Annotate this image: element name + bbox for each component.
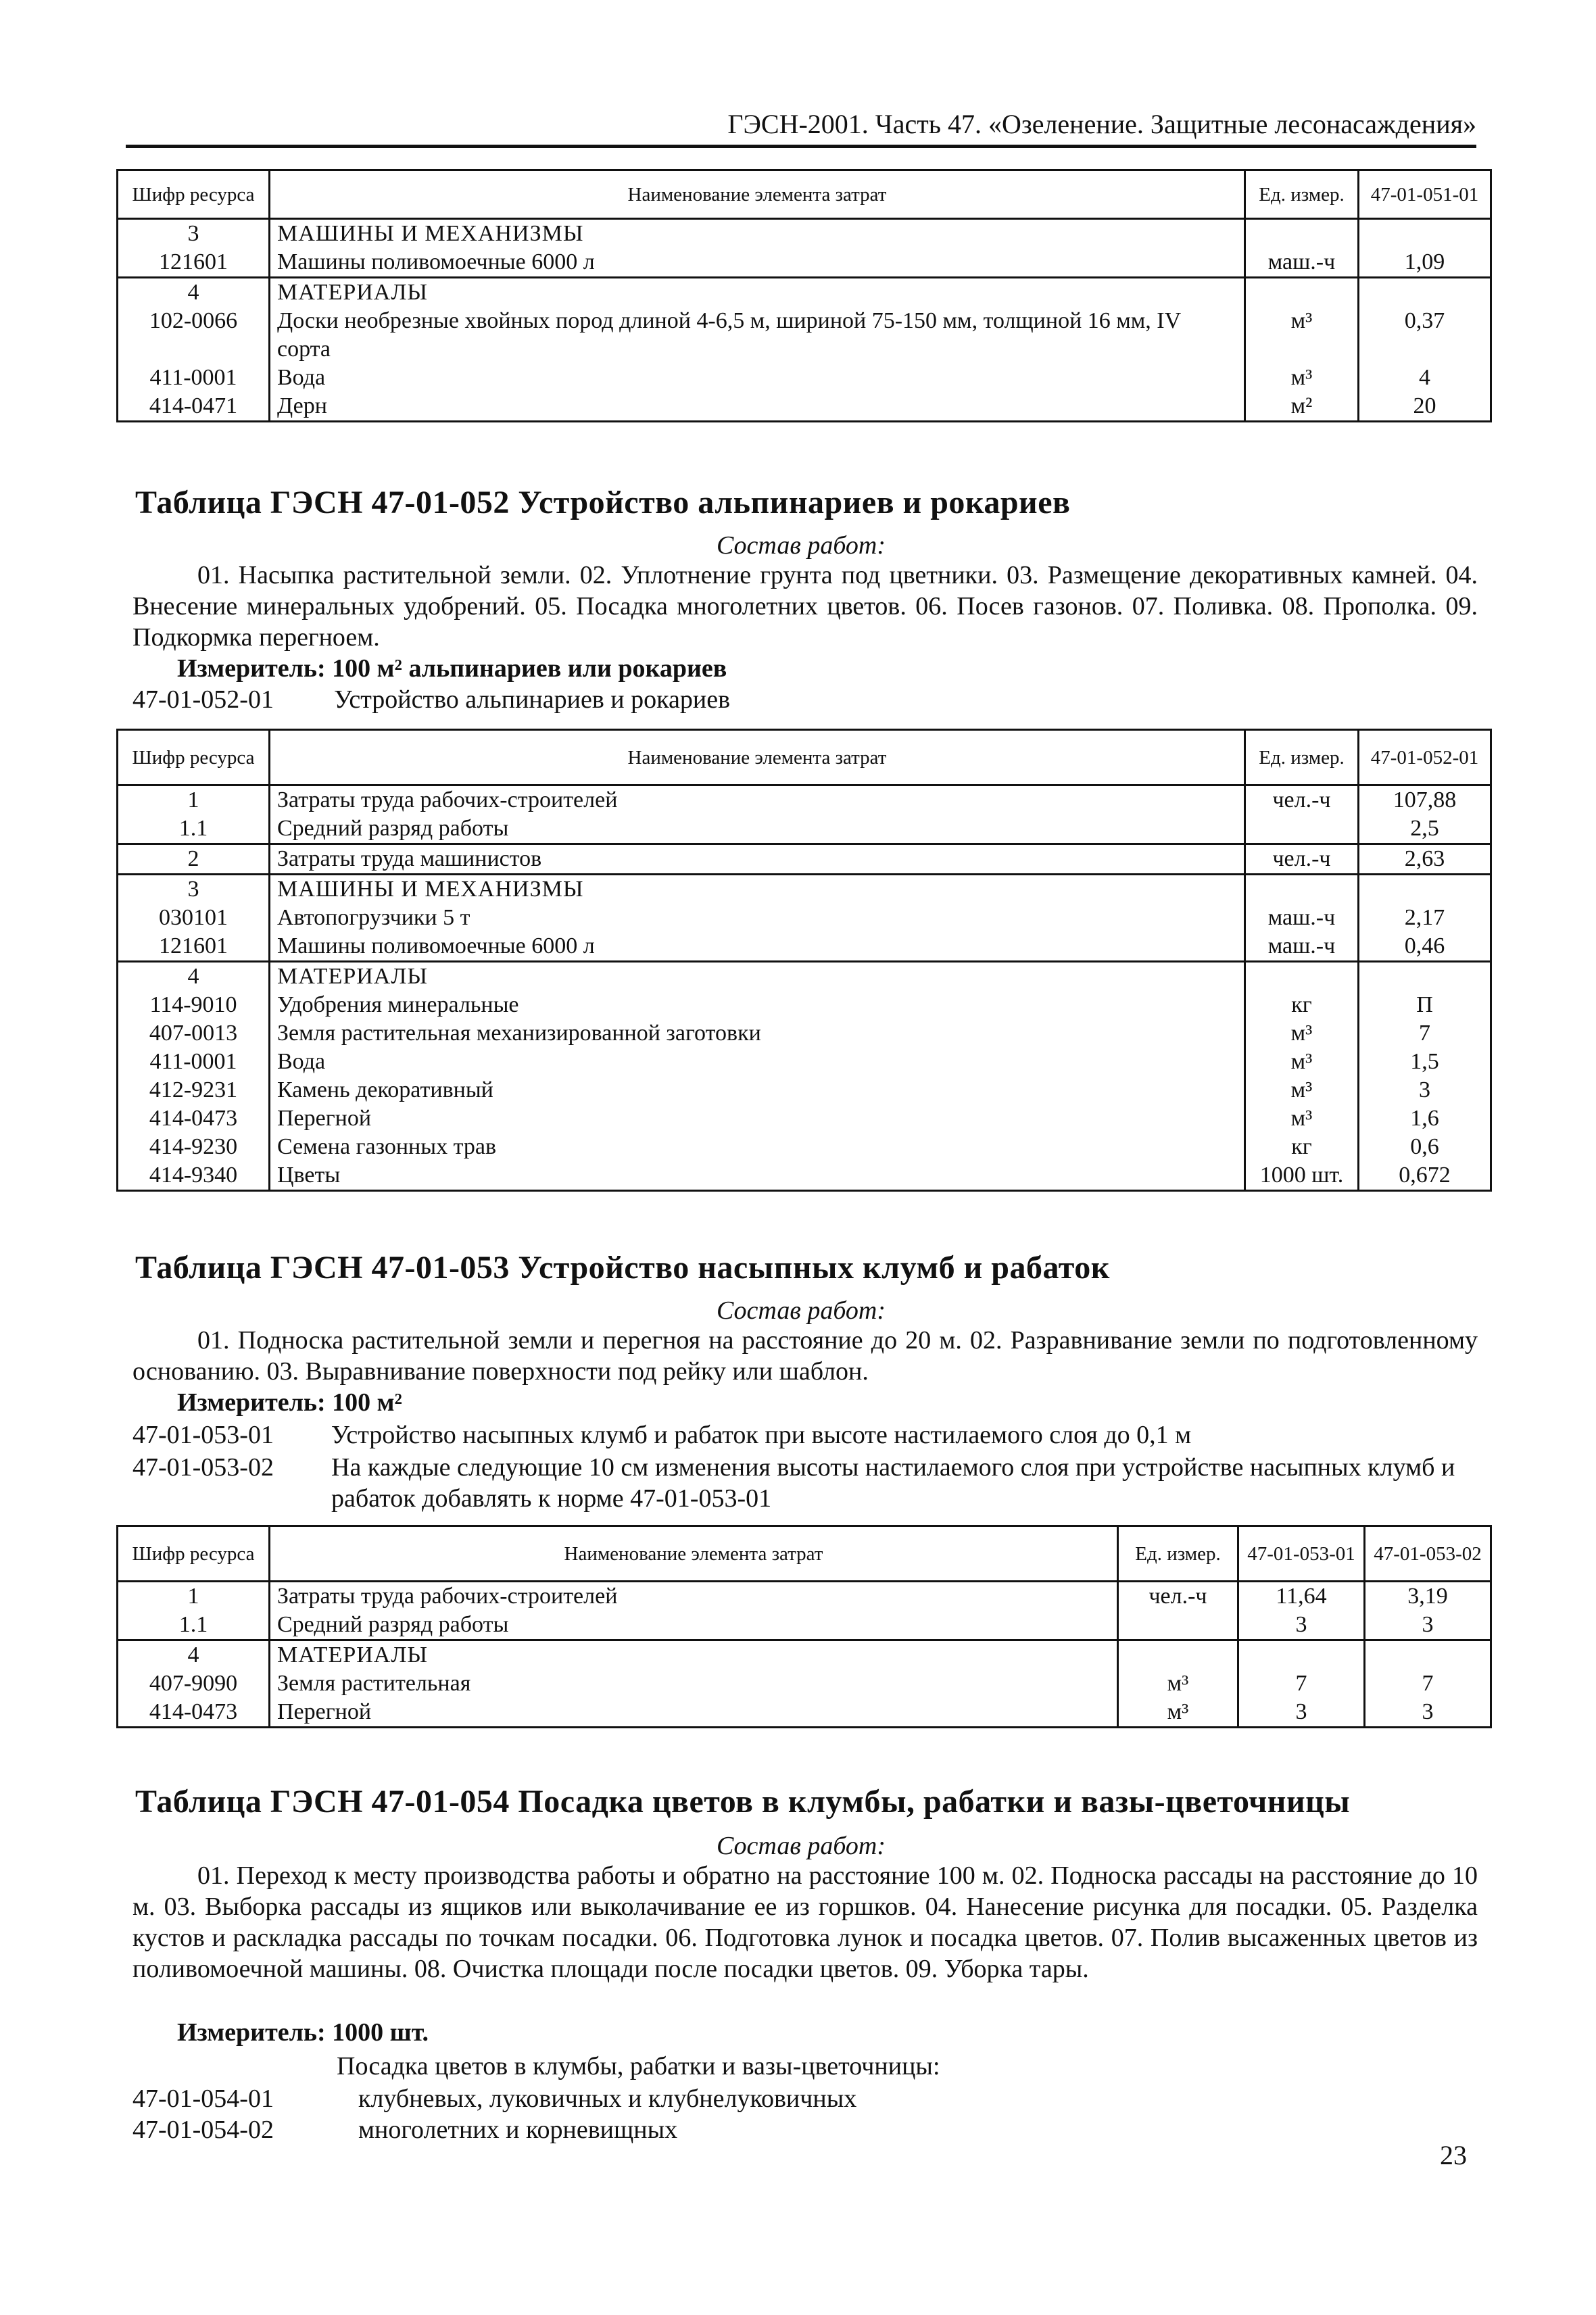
cell-code: 414-9230 — [118, 1133, 270, 1161]
cell-unit: м³ — [1118, 1698, 1238, 1728]
cell-value-2: 7 — [1365, 1670, 1491, 1698]
table-row — [118, 844, 1491, 875]
cell-code: 030101 — [118, 904, 270, 932]
table-row — [118, 1133, 1491, 1161]
col-head-code: Шифр ресурса — [118, 1526, 270, 1582]
cell-value-1: 107,88 — [1359, 785, 1491, 815]
norm-code: 47-01-054-02 — [132, 2116, 274, 2144]
cell-name: Затраты труда машинистов — [270, 844, 1245, 875]
work-composition-054: 01. Переход к месту производства работы и обратно на расстояние 100 м. 02. Подноска рассады на расстояние до 10 м. 03. Выборка рассады из ящиков или выколачивание ее из горшков. 04. Нанесение рисунка для посадки. 05. Разделка кустов и раскладка рассады по точкам посадки. 06. Подготовка лунок и посадка цветов. 07. Полив высаженных цветов из поливомоечной машины. 08. Очистка площади после посадки цветов. 09. Уборка тары. — [132, 1861, 1478, 1983]
cell-code: 3 — [118, 219, 270, 249]
table-row — [118, 1104, 1491, 1133]
cell-value-1: 0,6 — [1359, 1133, 1491, 1161]
cell-value-1: 0,46 — [1359, 932, 1491, 962]
norm-text: Устройство насыпных клумб и рабаток при высоте настилаемого слоя до 0,1 м — [331, 1421, 1192, 1449]
cell-code: 102-0066 — [118, 307, 270, 364]
table-row — [118, 1019, 1491, 1048]
cell-value-1: 11,64 — [1238, 1582, 1365, 1611]
cell-unit: кг — [1245, 991, 1359, 1019]
cell-unit — [1245, 962, 1359, 992]
running-header: ГЭСН-2001. Часть 47. «Озеленение. Защитные лесонасаждения» — [126, 108, 1476, 148]
cell-code: 4 — [118, 278, 270, 308]
table-row — [118, 1582, 1491, 1611]
cell-unit — [1245, 875, 1359, 904]
cell-value-1 — [1238, 1640, 1365, 1670]
cell-value-1: 1,09 — [1359, 248, 1491, 278]
cell-value-1: 0,672 — [1359, 1161, 1491, 1191]
col-head-unit: Ед. измер. — [1245, 170, 1359, 219]
cell-code: 121601 — [118, 248, 270, 278]
cell-name: Вода — [270, 364, 1245, 392]
table-row — [118, 1161, 1491, 1191]
cell-unit: м³ — [1245, 307, 1359, 364]
cell-value-1: 1,5 — [1359, 1048, 1491, 1076]
cell-name: Затраты труда рабочих-строителей — [270, 1582, 1118, 1611]
table-row — [118, 392, 1491, 422]
cell-unit: м³ — [1245, 1104, 1359, 1133]
col-head-code: Шифр ресурса — [118, 170, 270, 219]
table-row — [118, 1611, 1491, 1640]
col-head-norm-1: 47-01-053-01 — [1238, 1526, 1365, 1582]
cost-table-053 — [116, 1525, 1492, 1728]
cost-table-051 — [116, 169, 1492, 422]
cell-code: 414-0471 — [118, 392, 270, 422]
cell-name: Перегной — [270, 1104, 1245, 1133]
cell-name: Земля растительная механизированной заготовки — [270, 1019, 1245, 1048]
cell-code: 411-0001 — [118, 1048, 270, 1076]
cell-value-1: 3 — [1238, 1698, 1365, 1728]
cell-code: 1.1 — [118, 1611, 270, 1640]
norm-code: 47-01-053-02 — [132, 1453, 274, 1482]
cell-code: 407-9090 — [118, 1670, 270, 1698]
measure-054: Измеритель: 1000 шт. — [177, 2018, 429, 2047]
cell-code: 1 — [118, 785, 270, 815]
cell-unit: 1000 шт. — [1245, 1161, 1359, 1191]
cell-value-1: 0,37 — [1359, 307, 1491, 364]
cell-code: 407-0013 — [118, 1019, 270, 1048]
cell-code: 1.1 — [118, 814, 270, 844]
cell-name: МАШИНЫ И МЕХАНИЗМЫ — [270, 219, 1245, 249]
cell-name: Цветы — [270, 1161, 1245, 1191]
col-head-norm-2: 47-01-053-02 — [1365, 1526, 1491, 1582]
cell-name: Средний разряд работы — [270, 1611, 1118, 1640]
table-row — [118, 1640, 1491, 1670]
page-number: 23 — [1440, 2140, 1467, 2170]
cell-code: 121601 — [118, 932, 270, 962]
cost-table-052 — [116, 729, 1492, 1192]
cell-value-1 — [1359, 962, 1491, 992]
col-head-norm: 47-01-052-01 — [1359, 730, 1491, 785]
work-composition-053: 01. Подноска растительной земли и перегноя на расстояние до 20 м. 02. Разравнивание земли по подготовленному основанию. 03. Выравнивание поверхности под рейку или шаблон. — [132, 1326, 1478, 1386]
cell-name: Вода — [270, 1048, 1245, 1076]
cell-unit — [1118, 1611, 1238, 1640]
cell-value-1: 3 — [1359, 1076, 1491, 1104]
cell-code: 412-9231 — [118, 1076, 270, 1104]
cell-unit — [1245, 278, 1359, 308]
cell-name: Машины поливомоечные 6000 л — [270, 932, 1245, 962]
table-row — [118, 219, 1491, 249]
cell-unit: м³ — [1118, 1670, 1238, 1698]
cell-code: 4 — [118, 962, 270, 992]
cell-code: 414-0473 — [118, 1104, 270, 1133]
col-head-unit: Ед. измер. — [1245, 730, 1359, 785]
cell-value-2: 3 — [1365, 1611, 1491, 1640]
cell-name: МАШИНЫ И МЕХАНИЗМЫ — [270, 875, 1245, 904]
table-title-054: Таблица ГЭСН 47-01-054 Посадка цветов в клумбы, рабатки и вазы-цветочницы — [135, 1784, 1351, 1820]
col-head-name: Наименование элемента затрат — [270, 1526, 1118, 1582]
cell-value-1: 7 — [1359, 1019, 1491, 1048]
cell-value-1: 2,5 — [1359, 814, 1491, 844]
work-composition-label-053: Состав работ: — [716, 1296, 886, 1325]
table-row — [118, 1076, 1491, 1104]
table-row — [118, 904, 1491, 932]
cell-name: МАТЕРИАЛЫ — [270, 962, 1245, 992]
table-row — [118, 962, 1491, 992]
cell-code: 2 — [118, 844, 270, 875]
table-row — [118, 875, 1491, 904]
cell-unit — [1118, 1640, 1238, 1670]
table-title-053: Таблица ГЭСН 47-01-053 Устройство насыпных клумб и рабаток — [135, 1250, 1110, 1286]
measure-053: Измеритель: 100 м² — [177, 1388, 402, 1417]
col-head-code: Шифр ресурса — [118, 730, 270, 785]
table-row — [118, 991, 1491, 1019]
cell-name: Земля растительная — [270, 1670, 1118, 1698]
cell-unit: чел.-ч — [1118, 1582, 1238, 1611]
table-row — [118, 278, 1491, 308]
cell-name: Средний разряд работы — [270, 814, 1245, 844]
cell-name: Камень декоративный — [270, 1076, 1245, 1104]
col-head-unit: Ед. измер. — [1118, 1526, 1238, 1582]
cell-name: Автопогрузчики 5 т — [270, 904, 1245, 932]
cell-value-1: 4 — [1359, 364, 1491, 392]
cell-name: МАТЕРИАЛЫ — [270, 278, 1245, 308]
cell-value-1 — [1359, 219, 1491, 249]
col-head-norm: 47-01-051-01 — [1359, 170, 1491, 219]
cell-name: Машины поливомоечные 6000 л — [270, 248, 1245, 278]
table-row — [118, 364, 1491, 392]
work-composition-052: 01. Насыпка растительной земли. 02. Уплотнение грунта под цветники. 03. Размещение декоративных камней. 04. Внесение минеральных удобрений. 05. Посадка многолетних цветов. 06. Посев газонов. 07. Поливка. 08. Прополка. 09. Подкормка перегноем. — [132, 561, 1478, 652]
cell-value-1: 3 — [1238, 1611, 1365, 1640]
cell-value-1: П — [1359, 991, 1491, 1019]
cell-code: 414-9340 — [118, 1161, 270, 1191]
cell-name: Семена газонных трав — [270, 1133, 1245, 1161]
cell-value-2: 3,19 — [1365, 1582, 1491, 1611]
cell-value-1: 2,17 — [1359, 904, 1491, 932]
cell-unit: кг — [1245, 1133, 1359, 1161]
table-row — [118, 307, 1491, 364]
cell-unit: м³ — [1245, 1048, 1359, 1076]
cell-unit — [1245, 814, 1359, 844]
cell-unit: м³ — [1245, 1076, 1359, 1104]
cell-name: Дерн — [270, 392, 1245, 422]
measure-052: Измеритель: 100 м² альпинариев или рокариев — [177, 654, 727, 683]
cell-code: 411-0001 — [118, 364, 270, 392]
table-row — [118, 1698, 1491, 1728]
norm-text: Устройство альпинариев и рокариев — [334, 685, 731, 714]
cell-unit: маш.-ч — [1245, 248, 1359, 278]
cell-unit: чел.-ч — [1245, 785, 1359, 815]
table-row — [118, 1670, 1491, 1698]
cell-value-1 — [1359, 278, 1491, 308]
cell-unit: м² — [1245, 392, 1359, 422]
cell-unit: чел.-ч — [1245, 844, 1359, 875]
table-row — [118, 248, 1491, 278]
cell-value-1: 7 — [1238, 1670, 1365, 1698]
norm-text: На каждые следующие 10 см изменения высоты настилаемого слоя при устройстве насыпных клумб и рабаток добавлять к норме 47-01-053-01 — [331, 1453, 1455, 1513]
cell-unit — [1245, 219, 1359, 249]
table-title-052: Таблица ГЭСН 47-01-052 Устройство альпинариев и рокариев — [135, 485, 1071, 520]
cell-code: 3 — [118, 875, 270, 904]
cell-value-1 — [1359, 875, 1491, 904]
cell-code: 114-9010 — [118, 991, 270, 1019]
norm-text: клубневых, луковичных и клубнелуковичных — [358, 2085, 857, 2113]
norm-code: 47-01-052-01 — [132, 685, 274, 714]
cell-unit: м³ — [1245, 364, 1359, 392]
norm-code: 47-01-054-01 — [132, 2085, 274, 2113]
cell-value-2 — [1365, 1640, 1491, 1670]
table-row — [118, 785, 1491, 815]
cell-unit: маш.-ч — [1245, 932, 1359, 962]
cell-unit: м³ — [1245, 1019, 1359, 1048]
cell-value-2: 3 — [1365, 1698, 1491, 1728]
col-head-name: Наименование элемента затрат — [270, 170, 1245, 219]
work-composition-label-054: Состав работ: — [716, 1832, 886, 1860]
norm-text: многолетних и корневищных — [358, 2116, 678, 2144]
cell-value-1: 1,6 — [1359, 1104, 1491, 1133]
cell-name: МАТЕРИАЛЫ — [270, 1640, 1118, 1670]
table-row — [118, 814, 1491, 844]
table-row — [118, 1048, 1491, 1076]
cell-value-1: 20 — [1359, 392, 1491, 422]
cell-unit: маш.-ч — [1245, 904, 1359, 932]
norm-code: 47-01-053-01 — [132, 1421, 274, 1449]
cell-name: Удобрения минеральные — [270, 991, 1245, 1019]
cell-value-1: 2,63 — [1359, 844, 1491, 875]
col-head-name: Наименование элемента затрат — [270, 730, 1245, 785]
cell-code: 1 — [118, 1582, 270, 1611]
cell-code: 414-0473 — [118, 1698, 270, 1728]
cell-name: Перегной — [270, 1698, 1118, 1728]
cell-name: Доски необрезные хвойных пород длиной 4-6,5 м, шириной 75-150 мм, толщиной 16 мм, IV сорта — [270, 307, 1245, 364]
cell-name: Затраты труда рабочих-строителей — [270, 785, 1245, 815]
table-row — [118, 932, 1491, 962]
cell-code: 4 — [118, 1640, 270, 1670]
work-composition-label-052: Состав работ: — [716, 531, 886, 560]
